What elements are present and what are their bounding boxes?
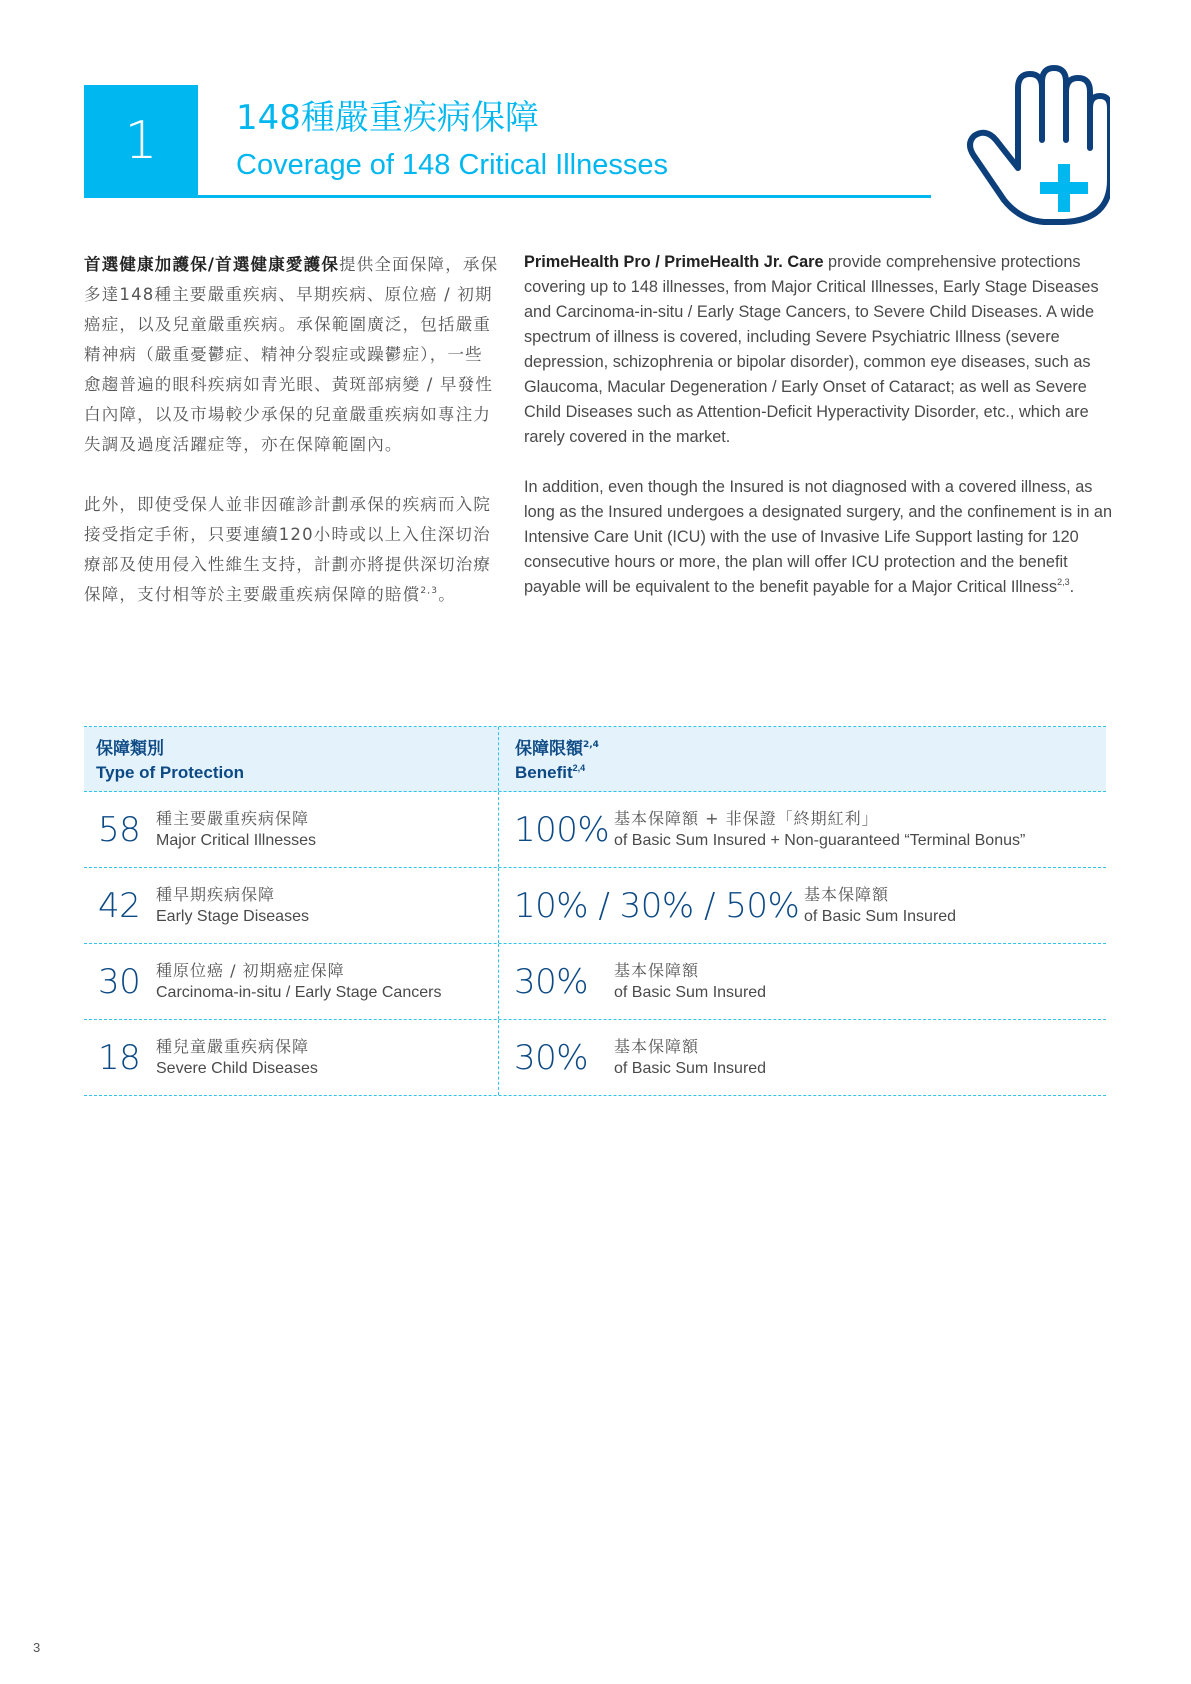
table-row [84, 792, 1106, 868]
header-col2-zh: 保障限額 [515, 739, 583, 759]
header-col2-en-wrap [515, 761, 1106, 785]
benefit-en: of Basic Sum Insured [614, 1059, 767, 1077]
type-cell [84, 868, 499, 943]
intro-zh-paragraph-1 [84, 250, 500, 460]
type-en: Carcinoma-in-situ / Early Stage Cancers [156, 983, 442, 1001]
illness-count: 42 [98, 885, 141, 926]
header-col2-zh-wrap [515, 737, 1106, 761]
benefit-cell [499, 1020, 1106, 1095]
benefit-en: of Basic Sum Insured [614, 983, 767, 1001]
section-number: 1 [124, 111, 158, 171]
illness-count: 18 [98, 1037, 141, 1078]
benefit-en: of Basic Sum Insured [804, 907, 957, 925]
intro-zh-p2-text: 此外，即使受保人並非因確診計劃承保的疾病而入院接受指定手術，只要連續120小時或以上入住深切治療部及使用侵入性維生支持，計劃亦將提供深切治療保障，支付相等於主要嚴重疾病保障的賠償 [84, 495, 492, 604]
type-zh: 種主要嚴重疾病保障 [156, 808, 310, 828]
table-header-row [84, 727, 1106, 792]
section-divider [84, 195, 931, 198]
benefit-cell [499, 868, 1106, 943]
type-en: Major Critical Illnesses [156, 831, 317, 849]
intro-en-paragraph-1 [524, 250, 1114, 450]
illness-count: 30 [98, 961, 141, 1002]
type-zh: 種原位癌 / 初期癌症保障 [156, 960, 345, 980]
footnote-ref: 2,4 [583, 740, 599, 750]
header-col1-zh: 保障類別 [96, 739, 164, 759]
type-zh: 種早期疾病保障 [156, 884, 276, 904]
page-title-en: Coverage of 148 Critical Illnesses [236, 149, 668, 181]
page-number: 3 [33, 1640, 41, 1655]
benefit-zh: 基本保障額 + 非保證「終期紅利」 [614, 808, 879, 828]
type-cell [84, 944, 499, 1019]
benefit-percent: 100% [514, 809, 610, 850]
type-cell [84, 792, 499, 867]
intro-zh-paragraph-2 [84, 490, 500, 610]
benefit-zh: 基本保障額 [804, 884, 890, 904]
type-zh: 種兒童嚴重疾病保障 [156, 1036, 310, 1056]
intro-english [524, 250, 1114, 625]
intro-en-p1-text: provide comprehensive protections covering up to 148 illnesses, from Major Critical Illnesses, Early Stage Diseases and Carcinoma-in-situ / Early Stage Cancers, to Severe Child Diseases. A wide spectrum of illness is covered, including Severe Psychiatric Illness (severe depression, schizophrenia or bipolar disorder), common eye diseases, such as Glaucoma, Macular Degeneration / Early Onset of Cataract; as well as Severe Child Diseases such as Attention-Deficit Hyperactivity Disorder, etc., which are rarely covered in the market. [524, 253, 1099, 446]
coverage-table [84, 726, 1106, 1096]
footnote-ref: 2,3 [1057, 577, 1070, 587]
table-row [84, 944, 1106, 1020]
header-col2-en: Benefit [515, 763, 573, 782]
intro-zh-p1-text: 提供全面保障，承保多達148種主要嚴重疾病、早期疾病、原位癌 / 初期癌症，以及兒童嚴重疾病。承保範圍廣泛，包括嚴重精神病（嚴重憂鬱症、精神分裂症或躁鬱症），一些愈趨普遍的眼科疾病如青光眼、黃斑部病變 / 早發性白內障，以及市場較少承保的兒童嚴重疾病如專注力失調及過度活躍症等，亦在保障範圍內。 [84, 255, 499, 454]
benefit-percent: 30% [514, 961, 589, 1002]
plus-horizontal [1040, 182, 1088, 194]
benefit-cell [499, 944, 1106, 1019]
footnote-ref: 2,4 [572, 763, 586, 773]
header-benefit [499, 727, 1106, 791]
header-col1-en: Type of Protection [96, 763, 244, 782]
intro-chinese [84, 250, 500, 640]
type-en: Early Stage Diseases [156, 907, 309, 925]
page-title-zh: 148種嚴重疾病保障 [236, 98, 539, 138]
product-names-en: PrimeHealth Pro / PrimeHealth Jr. Care [524, 253, 824, 271]
illness-count: 58 [98, 809, 141, 850]
section-number-box [84, 85, 198, 197]
benefit-percent: 30% [514, 1037, 589, 1078]
type-en: Severe Child Diseases [156, 1059, 318, 1077]
type-cell [84, 1020, 499, 1095]
intro-en-p2-end: . [1069, 578, 1075, 596]
product-names-zh: 首選健康加護保/首選健康愛護保 [84, 255, 340, 274]
footnote-ref: 2,3 [420, 586, 439, 596]
table-row [84, 868, 1106, 944]
benefit-cell [499, 792, 1106, 867]
hand-outline [970, 68, 1110, 222]
benefit-en: of Basic Sum Insured + Non-guaranteed “Terminal Bonus” [614, 831, 1026, 849]
header-type-of-protection [84, 727, 499, 791]
benefit-zh: 基本保障額 [614, 1036, 700, 1056]
benefit-percent: 10% / 30% / 50% [514, 885, 800, 926]
table-row [84, 1020, 1106, 1096]
intro-zh-p2-end: 。 [438, 585, 456, 604]
benefit-zh: 基本保障額 [614, 960, 700, 980]
intro-en-p2-text: In addition, even though the Insured is not diagnosed with a covered illness, as long as the Insured undergoes a designated surgery, and the confinement is in an Intensive Care Unit (ICU) with the use of Invasive Life Support lasting for 120 consecutive hours or more, the plan will offer ICU protection and the benefit payable will be equivalent to the benefit payable for a Major Critical Illness [524, 478, 1113, 596]
hand-plus-icon [960, 60, 1110, 230]
intro-en-paragraph-2 [524, 475, 1114, 600]
